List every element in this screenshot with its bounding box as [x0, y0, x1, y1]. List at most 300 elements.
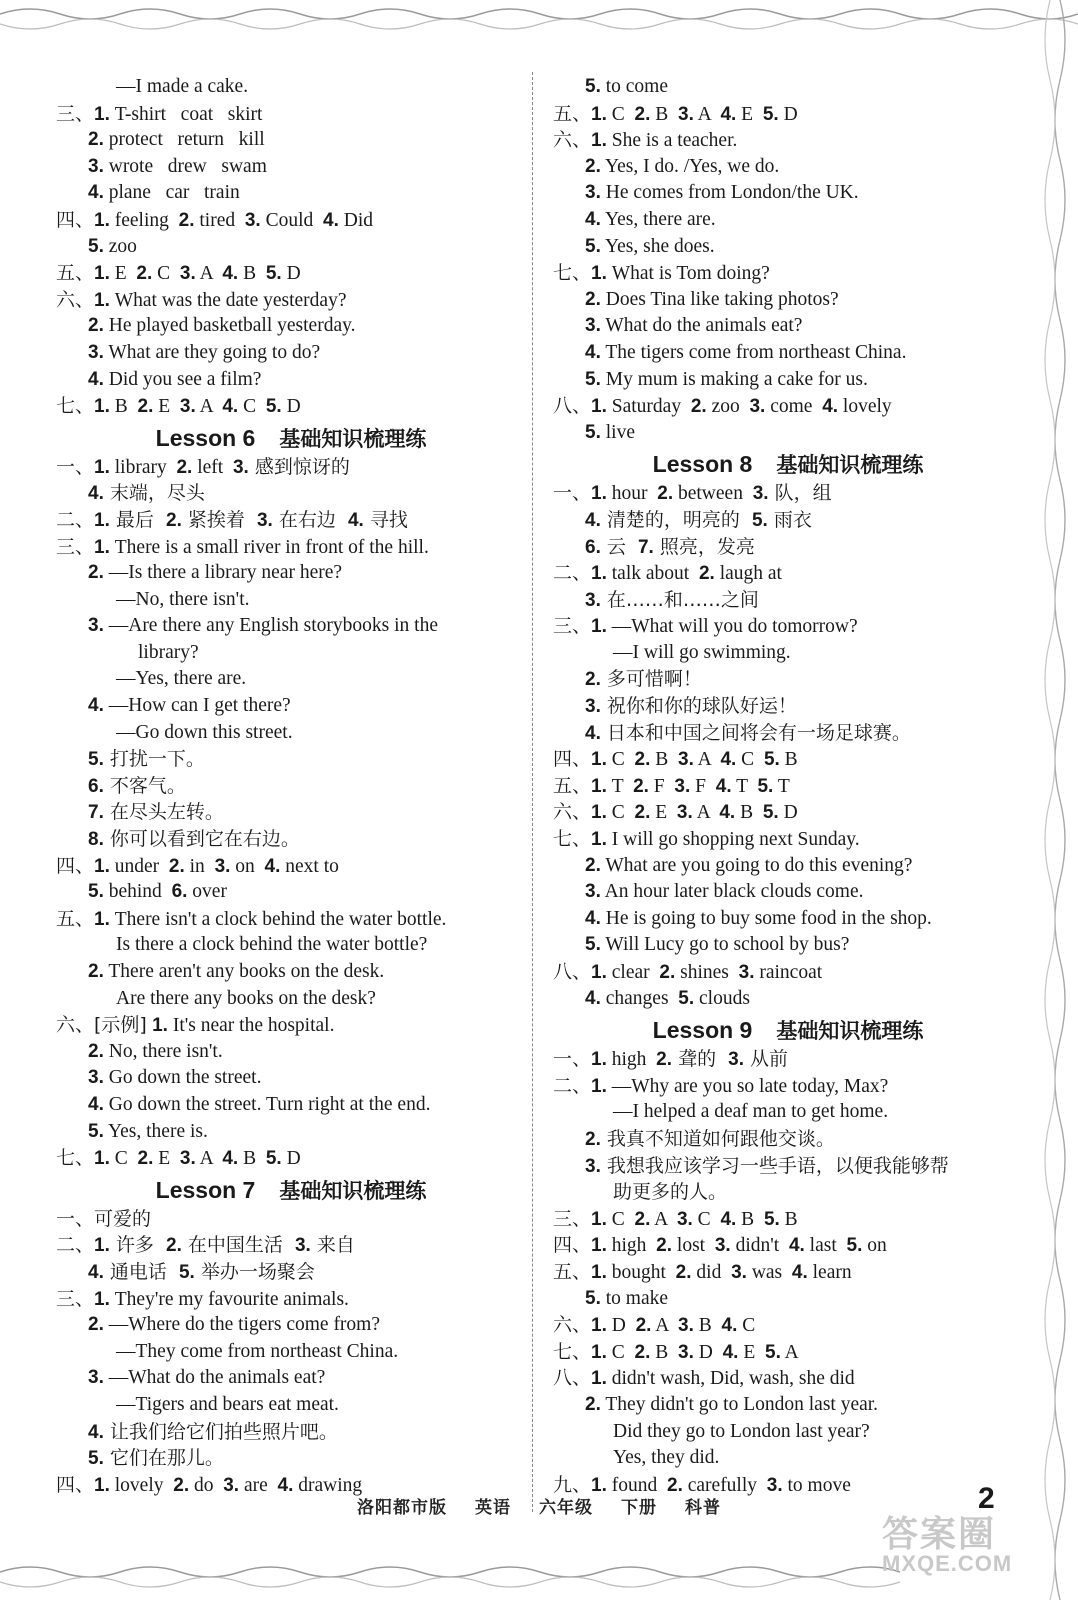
answer-text: A: [780, 1341, 799, 1363]
answer-text: 可爱的: [94, 1207, 152, 1230]
item-number: 5.: [678, 987, 695, 1009]
item-number: 4.: [222, 263, 239, 285]
right-answer-line: [553, 1099, 1023, 1126]
section-marker: 二、: [56, 508, 95, 531]
item-number: 4.: [788, 1235, 805, 1257]
answer-text: talk about: [606, 563, 699, 585]
lesson-title: Lesson 8: [652, 451, 753, 478]
item-number: 6.: [88, 775, 104, 797]
answer-text: Yes, there are.: [600, 208, 716, 230]
item-number: 2.: [136, 263, 153, 285]
answer-text: 队，组: [768, 482, 832, 505]
answer-text: hour: [606, 483, 658, 505]
section-marker: 六、: [553, 129, 592, 152]
answer-text: An hour later black clouds come.: [600, 881, 864, 903]
answer-text: library: [109, 456, 177, 478]
answer-text: was: [746, 1261, 792, 1283]
answer-text: —I will go swimming.: [613, 641, 791, 663]
answer-text: —Go down this street.: [116, 721, 293, 743]
item-number: 3.: [678, 749, 694, 771]
item-number: 3.: [766, 1474, 783, 1496]
right-answer-line: [553, 693, 1023, 720]
section-marker: 三、: [553, 1207, 592, 1230]
item-number: 3.: [88, 615, 104, 637]
item-number: 2.: [698, 563, 715, 585]
item-number: 4.: [720, 1208, 737, 1230]
answer-text: B: [736, 1208, 764, 1230]
item-number: 5.: [88, 1448, 104, 1470]
answer-text: C: [152, 263, 180, 285]
item-number: 2.: [634, 1208, 651, 1230]
item-number: 2.: [178, 209, 195, 231]
item-number: 2.: [137, 1148, 154, 1170]
answer-text: There is a small river in front of the hill.: [109, 536, 429, 558]
answer-text: 寻找: [363, 508, 408, 531]
left-answer-line: [56, 180, 526, 207]
left-answer-line: [56, 799, 526, 826]
item-number: 1.: [94, 396, 110, 418]
section-marker: 七、: [553, 1340, 592, 1363]
answer-text: high: [606, 1235, 657, 1257]
item-number: 8.: [88, 829, 104, 851]
answer-text: are: [239, 1474, 278, 1496]
item-number: 1.: [591, 802, 607, 824]
right-answer-line: [553, 207, 1023, 234]
section-marker: 三、: [56, 535, 95, 558]
right-answer-line: [553, 127, 1023, 154]
left-answer-line: [56, 666, 526, 693]
item-number: 5.: [762, 103, 779, 125]
item-number: 5.: [178, 1261, 195, 1283]
section-marker: 一、: [56, 1207, 95, 1230]
section-marker: 三、: [56, 1287, 95, 1310]
answer-text: found: [606, 1474, 667, 1496]
item-number: 1.: [591, 1261, 607, 1283]
item-number: 3.: [585, 182, 601, 204]
item-number: 5.: [763, 1208, 780, 1230]
right-answer-line: [553, 74, 1023, 101]
item-number: 5.: [763, 749, 780, 771]
item-number: 5.: [762, 802, 779, 824]
right-answer-line: [553, 773, 1023, 800]
item-number: 5.: [585, 1287, 601, 1309]
right-answer-line: [553, 1126, 1023, 1153]
item-number: 1.: [94, 509, 110, 531]
section-marker: 五、: [553, 774, 592, 797]
answer-text: changes: [600, 987, 679, 1009]
answer-text: didn't: [730, 1235, 789, 1257]
answer-text: bought: [606, 1261, 676, 1283]
answer-text: D: [606, 1315, 636, 1337]
right-answer-line: [553, 340, 1023, 367]
answer-text: What are you going to do this evening?: [600, 854, 913, 876]
right-answer-line: [553, 1073, 1023, 1100]
answer-text: F: [690, 775, 716, 797]
left-answer-line: [56, 1145, 526, 1172]
left-answer-line: [56, 287, 526, 314]
answer-text: wrote drew swam: [103, 155, 267, 177]
item-number: 3.: [676, 802, 693, 824]
answer-text: T: [606, 775, 634, 797]
left-answer-line: [56, 932, 526, 959]
right-answer-line: [553, 1419, 1023, 1446]
item-number: 3.: [674, 775, 691, 797]
answer-text: zoo: [706, 396, 750, 418]
answer-text: —Tigers and bears eat meat.: [116, 1393, 339, 1415]
item-number: 2.: [659, 962, 676, 983]
answer-text: —I helped a deaf man to get home.: [613, 1101, 889, 1123]
answer-text: raincoat: [754, 962, 823, 983]
right-answer-line: [553, 393, 1023, 420]
item-number: 2.: [173, 1474, 190, 1496]
item-number: 2.: [657, 483, 674, 505]
answer-text: A: [651, 1315, 679, 1337]
item-number: 5.: [585, 934, 601, 956]
section-marker: 四、: [56, 1473, 95, 1496]
lesson-heading: [553, 1012, 1023, 1046]
answer-text: E: [109, 263, 137, 285]
left-answer-line: [56, 74, 526, 101]
item-number: 6.: [171, 881, 188, 903]
answer-text: F: [648, 775, 675, 797]
left-answer-column: [56, 74, 526, 1498]
left-answer-line: [56, 1232, 526, 1259]
section-marker: 四、: [553, 1234, 592, 1257]
item-number: 3.: [585, 1155, 601, 1177]
item-number: 1.: [591, 263, 607, 285]
item-number: 1.: [94, 289, 110, 311]
item-number: 3.: [678, 1341, 694, 1363]
answer-text: 通电话: [103, 1260, 179, 1283]
answer-text: D: [778, 103, 798, 125]
section-marker: 五、: [56, 907, 95, 930]
answer-text: What are they going to do?: [103, 341, 321, 363]
item-number: 4.: [88, 368, 104, 390]
right-answer-line: [553, 1206, 1023, 1233]
answer-text: A: [693, 749, 721, 771]
answer-text: 最后: [109, 508, 166, 531]
answer-text: zoo: [103, 235, 137, 257]
right-answer-line: [553, 986, 1023, 1013]
left-answer-line: [56, 454, 526, 481]
left-answer-line: [56, 101, 526, 128]
answer-text: C: [606, 103, 635, 125]
item-number: 3.: [223, 1474, 240, 1496]
answer-text: Does Tina like taking photos?: [600, 288, 839, 310]
item-number: 1.: [591, 1075, 607, 1097]
section-marker: 六、: [553, 1314, 592, 1337]
answer-text: Yes, I do. /Yes, we do.: [600, 155, 780, 177]
item-number: 4.: [585, 722, 601, 744]
answer-text: to come: [600, 76, 669, 97]
answer-text: D: [778, 802, 798, 824]
answer-text: —How can I get there?: [103, 695, 291, 717]
answer-text: 紧挨着: [181, 508, 257, 531]
right-answer-line: [553, 666, 1023, 693]
item-number: 5.: [265, 396, 282, 418]
item-number: 4.: [721, 1315, 738, 1337]
lesson-subtitle: 基础知识梳理练: [279, 426, 427, 451]
right-answer-line: [553, 746, 1023, 773]
item-number: 3.: [728, 1049, 745, 1071]
answer-text: library?: [138, 641, 199, 663]
section-marker: 五、: [553, 1260, 592, 1283]
left-answer-line: [56, 480, 526, 507]
answer-text: 助更多的人。: [613, 1181, 728, 1204]
item-number: 2.: [634, 749, 651, 771]
answer-text: E: [736, 103, 763, 125]
item-number: 1.: [94, 1235, 110, 1257]
right-answer-line: [553, 180, 1023, 207]
answer-text: clouds: [694, 987, 750, 1009]
answer-text: Saturday: [606, 396, 691, 418]
left-answer-line: [56, 1339, 526, 1366]
item-number: 1.: [591, 749, 607, 771]
section-marker: 五、: [553, 102, 592, 125]
right-answer-line: [553, 420, 1023, 447]
item-number: 4.: [822, 396, 839, 418]
item-number: 4.: [722, 1341, 739, 1363]
item-number: 3.: [294, 1235, 311, 1257]
right-decorative-border: [1038, 0, 1078, 1600]
item-number: 4.: [88, 182, 104, 204]
left-answer-line: [56, 127, 526, 154]
item-number: 3.: [88, 341, 104, 363]
item-number: 4.: [719, 802, 736, 824]
answer-text: lost: [672, 1235, 715, 1257]
item-number: 4.: [323, 209, 339, 231]
item-number: 2.: [88, 961, 104, 982]
left-answer-line: [56, 534, 526, 561]
item-number: 2.: [656, 1235, 673, 1257]
section-marker: 八、: [553, 961, 592, 983]
section-marker: 四、: [553, 748, 592, 771]
answer-text: C: [737, 1315, 756, 1337]
item-number: 4.: [88, 1421, 104, 1443]
answer-text: C: [736, 749, 764, 771]
item-number: 5.: [265, 1148, 282, 1170]
footer-publisher: 科普: [685, 1498, 721, 1518]
answer-text: C: [606, 1208, 635, 1230]
answer-text: A: [195, 1148, 223, 1170]
answer-text: It's near the hospital.: [167, 1015, 335, 1037]
item-number: 4.: [264, 855, 281, 877]
lesson-subtitle: 基础知识梳理练: [776, 1019, 924, 1044]
watermark-bottom-text: MXQE.COM: [882, 1551, 1013, 1576]
answer-text: Did they go to London last year?: [613, 1420, 870, 1442]
section-marker: 三、: [56, 102, 95, 125]
top-decorative-border: [0, 0, 1078, 40]
item-number: 1.: [94, 908, 110, 930]
item-number: 3.: [585, 315, 601, 337]
item-number: 2.: [634, 103, 651, 125]
footer-volume: 下册: [621, 1498, 657, 1518]
right-answer-line: [553, 1153, 1023, 1180]
right-answer-line: [553, 534, 1023, 561]
answer-text: No, there isn't.: [103, 1040, 223, 1062]
right-answer-line: [553, 959, 1023, 986]
answer-text: on: [862, 1235, 887, 1257]
answer-text: Could: [260, 209, 324, 231]
answer-text: They're my favourite animals.: [109, 1288, 349, 1310]
right-answer-line: [553, 560, 1023, 587]
right-answer-line: [553, 101, 1023, 128]
left-answer-line: [56, 1259, 526, 1286]
section-marker: 七、: [56, 395, 95, 418]
answer-text: My mum is making a cake for us.: [600, 368, 868, 390]
item-number: 3.: [738, 962, 755, 983]
right-answer-line: [553, 1259, 1023, 1286]
right-answer-line: [553, 720, 1023, 747]
lesson-title: Lesson 9: [652, 1017, 753, 1044]
answer-text: 让我们给它们拍些照片吧。: [103, 1420, 338, 1443]
section-marker: 六、: [56, 288, 95, 311]
answer-text: There aren't any books on the desk.: [103, 961, 385, 982]
answer-text: There isn't a clock behind the water bottle.: [109, 908, 447, 930]
item-number: 5.: [765, 1341, 781, 1363]
section-marker: 三、: [553, 615, 592, 638]
left-answer-line: [56, 693, 526, 720]
item-number: 2.: [690, 396, 707, 418]
section-marker: 四、: [56, 208, 95, 231]
item-number: 4.: [277, 1474, 294, 1496]
left-answer-line: [56, 587, 526, 614]
item-number: 2.: [176, 456, 193, 478]
left-answer-line: [56, 613, 526, 640]
item-number: 4.: [88, 1261, 104, 1283]
answer-text: C: [109, 1148, 138, 1170]
answer-text: last: [804, 1235, 847, 1257]
answer-text: D: [281, 263, 301, 285]
item-number: 5.: [585, 421, 601, 443]
answer-text: shines: [675, 962, 739, 983]
answer-text: between: [673, 483, 753, 505]
answer-text: She is a teacher.: [606, 130, 738, 152]
item-number: 3.: [585, 696, 601, 718]
item-number: 1.: [591, 1208, 607, 1230]
left-answer-line: [56, 1092, 526, 1119]
item-number: 4.: [88, 1093, 104, 1115]
answer-text: on: [230, 855, 265, 877]
section-marker: 二、: [553, 1074, 592, 1097]
footer-edition: 洛阳都市版: [357, 1498, 447, 1518]
answer-text: didn't wash, Did, wash, she did: [606, 1368, 855, 1390]
answer-text: 来自: [310, 1234, 355, 1257]
answer-text: 在中国生活: [181, 1234, 295, 1257]
item-number: 2.: [634, 802, 651, 824]
left-answer-line: [56, 154, 526, 181]
left-answer-line: [56, 1012, 526, 1039]
item-number: 3.: [256, 509, 273, 531]
right-answer-line: [553, 932, 1023, 959]
item-number: 2.: [88, 129, 104, 151]
section-marker: 七、: [553, 262, 592, 285]
answer-text: do: [189, 1474, 224, 1496]
item-number: 5.: [757, 775, 774, 797]
item-number: 2.: [585, 854, 601, 876]
section-marker: 五、: [56, 262, 95, 285]
item-number: 5.: [585, 368, 601, 390]
answer-text: 不客气。: [103, 774, 186, 797]
answer-text: 在……和……之间: [600, 588, 759, 611]
lesson-title: Lesson 7: [155, 1176, 256, 1203]
item-number: 1.: [146, 1015, 168, 1037]
answer-text: 打扰一下。: [103, 748, 205, 771]
answer-text: They didn't go to London last year.: [600, 1393, 879, 1415]
left-answer-line: [56, 906, 526, 933]
section-marker: 四、: [56, 854, 95, 877]
answer-text: —No, there isn't.: [116, 588, 250, 610]
answer-text: 末端，尽头: [103, 482, 205, 505]
answer-text: —What will you do tomorrow?: [606, 616, 858, 638]
item-number: 3.: [88, 155, 104, 177]
right-answer-line: [553, 1046, 1023, 1073]
answer-text: A: [650, 1208, 677, 1230]
item-number: 3.: [749, 396, 766, 418]
answer-text: Yes, they did.: [613, 1447, 720, 1469]
item-number: 3.: [676, 1208, 693, 1230]
answer-text: Yes, she does.: [600, 235, 715, 257]
answer-text: —What do the animals eat?: [103, 1367, 326, 1389]
answer-text: 聋的: [672, 1048, 729, 1071]
item-number: 1.: [94, 456, 110, 478]
item-number: 3.: [214, 855, 231, 877]
section-marker: 七、: [553, 828, 592, 851]
answer-text: lovely: [109, 1474, 174, 1496]
answer-text: drawing: [293, 1474, 363, 1496]
answer-text: D: [281, 396, 301, 418]
left-answer-line: [56, 640, 526, 667]
item-number: 3.: [678, 103, 694, 125]
right-answer-line: [553, 640, 1023, 667]
answer-text: 举办一场聚会: [194, 1260, 315, 1283]
answer-text: left: [192, 456, 233, 478]
answer-text: 我想我应该学习一些手语，以便我能够帮: [600, 1154, 949, 1177]
answer-text: He played basketball yesterday.: [103, 315, 356, 337]
left-answer-line: [56, 313, 526, 340]
answer-text: 它们在那儿。: [103, 1447, 224, 1470]
answer-text: C: [238, 396, 266, 418]
item-number: 4.: [88, 483, 104, 505]
answer-text: He comes from London/the UK.: [600, 182, 859, 204]
item-number: 3.: [179, 263, 196, 285]
section-marker: 八、: [553, 1367, 592, 1390]
section-marker: 二、: [553, 562, 592, 585]
left-answer-line: [56, 826, 526, 853]
item-number: 1.: [591, 1235, 607, 1257]
section-marker: 六、: [553, 801, 592, 824]
item-number: 4.: [720, 103, 737, 125]
item-number: 4.: [585, 208, 601, 230]
answer-text: T-shirt coat skirt: [109, 103, 263, 125]
item-number: 3.: [88, 1067, 104, 1089]
item-number: 2.: [168, 855, 185, 877]
item-number: 2.: [137, 396, 154, 418]
section-marker: 八、: [553, 395, 592, 418]
page-number: 2: [978, 1482, 995, 1515]
right-answer-line: [553, 853, 1023, 880]
left-answer-line: [56, 340, 526, 367]
answer-text: E: [738, 1341, 765, 1363]
item-number: 2.: [166, 509, 182, 531]
item-number: 2.: [635, 1315, 652, 1337]
column-divider: [532, 72, 533, 1512]
answer-text: in: [184, 855, 215, 877]
answer-text: T: [773, 775, 790, 797]
answer-text: B: [650, 103, 679, 125]
answer-text: C: [692, 1208, 721, 1230]
left-answer-line: [56, 879, 526, 906]
